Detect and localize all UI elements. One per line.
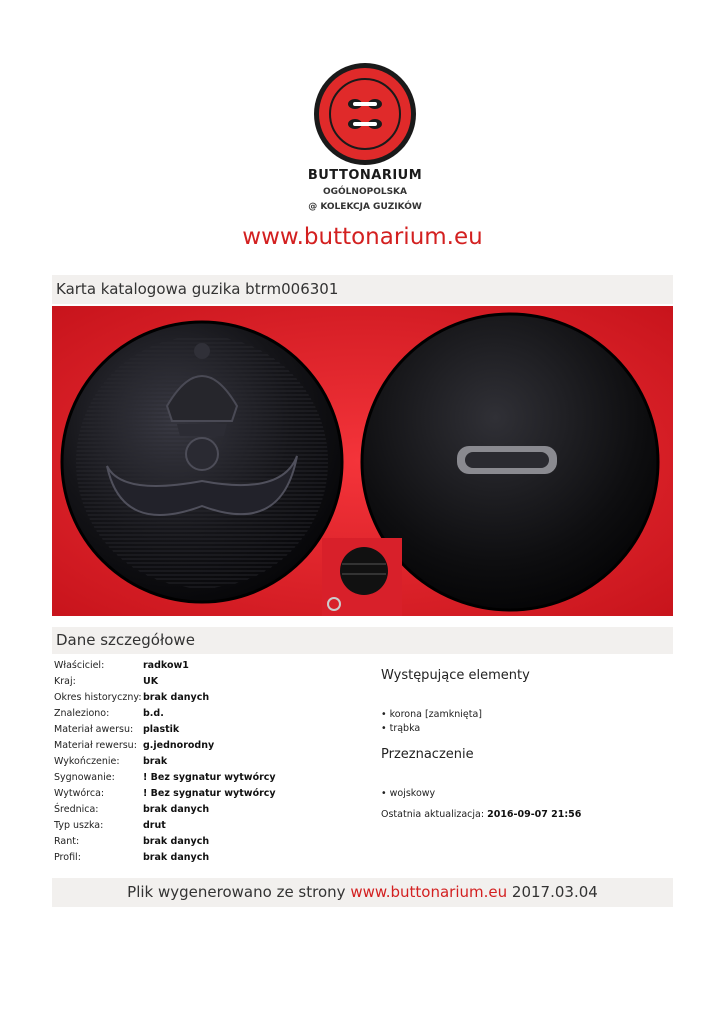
detail-value: plastik	[143, 724, 180, 735]
detail-value: ! Bez sygnatur wytwórcy	[143, 788, 276, 799]
purpose-list-item: • wojskowy	[381, 788, 435, 799]
card-title-bar	[52, 275, 673, 304]
detail-label: Profil:	[54, 852, 81, 863]
elements-list-item: • trąbka	[381, 723, 420, 734]
detail-value: g.jednorodny	[143, 740, 215, 751]
detail-value: ! Bez sygnatur wytwórcy	[143, 772, 276, 783]
last-update	[381, 809, 581, 820]
detail-label: Kraj:	[54, 676, 76, 687]
site-url-link[interactable]: www.buttonarium.eu	[242, 224, 483, 250]
detail-value: brak danych	[143, 804, 210, 815]
last-update-value: 2016-09-07 21:56	[487, 809, 582, 820]
detail-label: Rant:	[54, 836, 80, 847]
footer-prefix: Plik wygenerowano ze strony	[127, 883, 346, 901]
buttonarium-logo	[313, 62, 417, 166]
footer-url-link[interactable]: www.buttonarium.eu	[350, 883, 508, 901]
detail-value: brak	[143, 756, 168, 767]
detail-value: b.d.	[143, 708, 164, 719]
purpose-heading: Przeznaczenie	[381, 747, 474, 762]
detail-value: UK	[143, 676, 159, 687]
detail-label: Znaleziono:	[54, 708, 110, 719]
details-title-bar	[52, 627, 673, 654]
detail-label: Materiał awersu:	[54, 724, 134, 735]
detail-value: brak danych	[143, 692, 210, 703]
detail-label: Okres historyczny:	[54, 692, 142, 703]
footer-date: 2017.03.04	[511, 883, 598, 901]
elements-heading: Występujące elementy	[381, 668, 530, 683]
logo-subtitle-1: OGÓLNOPOLSKA	[322, 187, 407, 197]
detail-label: Sygnowanie:	[54, 772, 115, 783]
button-photo-image	[52, 306, 673, 616]
card-title: Karta katalogowa guzika btrm006301	[56, 280, 339, 298]
detail-value: brak danych	[143, 836, 210, 847]
detail-label: Materiał rewersu:	[54, 740, 137, 751]
detail-label: Wytwórca:	[54, 788, 105, 799]
footer-bar	[52, 878, 673, 907]
detail-label: Typ uszka:	[54, 820, 104, 831]
logo-subtitle-2: @ KOLEKCJA GUZIKÓW	[308, 202, 422, 212]
detail-label: Wykończenie:	[54, 756, 120, 767]
elements-list-item: • korona [zamknięta]	[381, 709, 482, 720]
logo-name: BUTTONARIUM	[307, 168, 423, 183]
last-update-label: Ostatnia aktualizacja:	[381, 809, 485, 820]
button-photo	[52, 306, 673, 616]
detail-value: radkow1	[143, 660, 189, 671]
detail-value: brak danych	[143, 852, 210, 863]
details-title: Dane szczegółowe	[56, 631, 195, 649]
detail-value: drut	[143, 820, 166, 831]
detail-label: Właściciel:	[54, 660, 105, 671]
detail-label: Średnica:	[54, 804, 99, 815]
